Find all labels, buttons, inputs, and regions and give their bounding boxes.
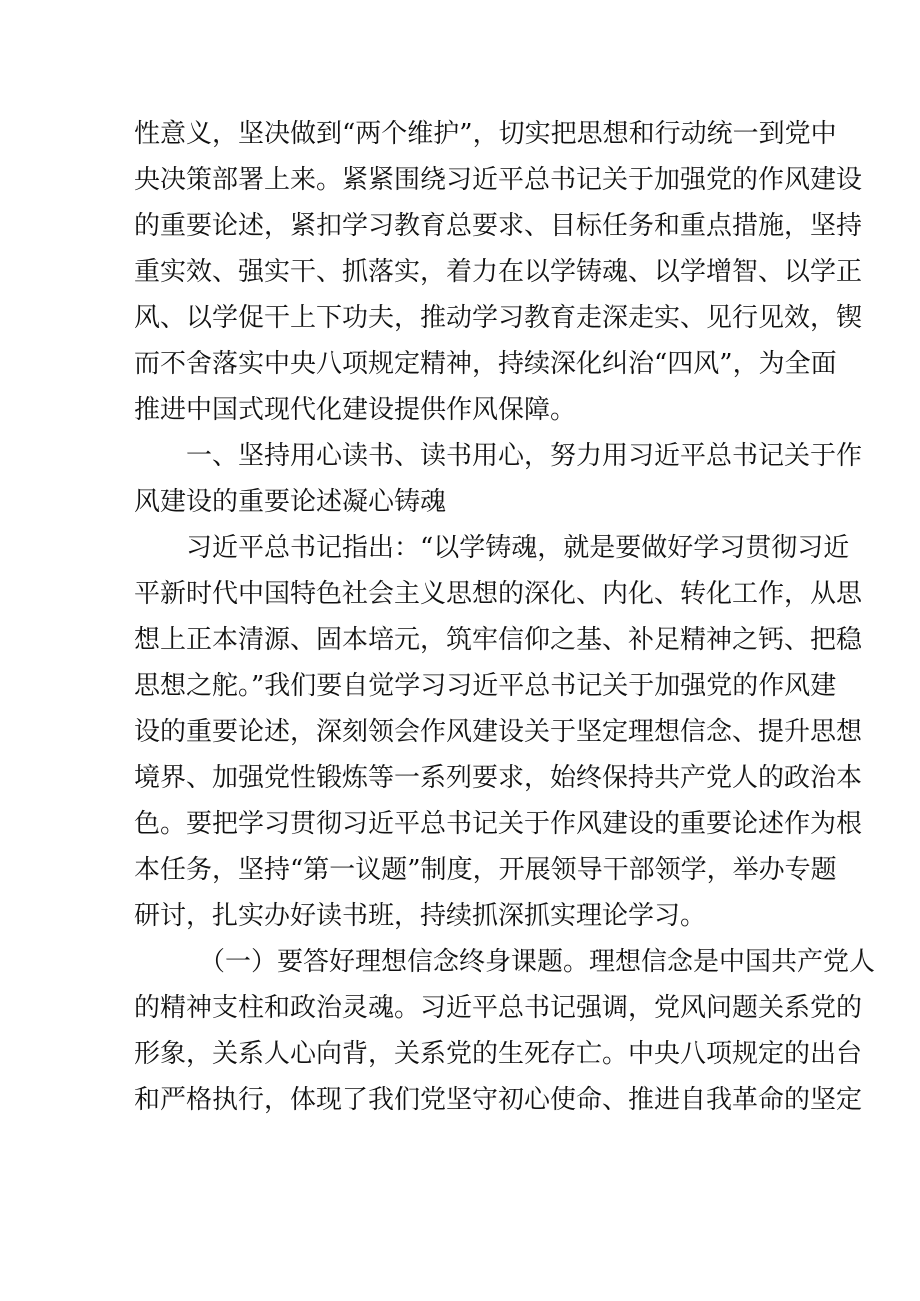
text-line: 本任务，坚持“第一议题”制度，开展领导干部领学，举办专题 <box>134 855 837 885</box>
text-line: 重实效、强实干、抓落实，着力在以学铸魂、以学增智、以学正 <box>134 257 863 287</box>
text-line: 推进中国式现代化建设提供作风保障。 <box>134 395 577 425</box>
text-line: 的精神支柱和政治灵魂。习近平总书记强调，党风问题关系党的 <box>134 993 863 1023</box>
text-line: 形象，关系人心向背，关系党的生死存亡。中央八项规定的出台 <box>134 1039 863 1069</box>
text-line: 性意义，坚决做到“两个维护”，切实把思想和行动统一到党中 <box>134 119 837 149</box>
text-line: 思想之舵。”我们要自觉学习习近平总书记关于加强党的作风建 <box>134 671 837 701</box>
text-line: 和严格执行，体现了我们党坚守初心使命、推进自我革命的坚定 <box>134 1085 863 1115</box>
text-line: 风、以学促干上下功夫，推动学习教育走深走实、见行见效，锲 <box>134 303 863 333</box>
text-line: 平新时代中国特色社会主义思想的深化、内化、转化工作，从思 <box>134 579 863 609</box>
text-line: 习近平总书记指出：“以学铸魂，就是要做好学习贯彻习近 <box>134 533 850 563</box>
text-line: 央决策部署上来。紧紧围绕习近平总书记关于加强党的作风建设 <box>134 165 863 195</box>
document-body <box>134 111 876 1123</box>
text-line: 的重要论述，紧扣学习教育总要求、目标任务和重点措施，坚持 <box>134 211 863 241</box>
text-line: 研讨，扎实办好读书班，持续抓深抓实理论学习。 <box>134 901 707 931</box>
section-heading-line: 一、坚持用心读书、读书用心，努力用习近平总书记关于作 <box>134 441 863 471</box>
text-line: 境界、加强党性锻炼等一系列要求，始终保持共产党人的政治本 <box>134 763 863 793</box>
subsection-heading-line: （一）要答好理想信念终身课题。理想信念是中国共产党人 <box>134 947 876 977</box>
section-heading-line: 风建设的重要论述凝心铸魂 <box>134 487 447 517</box>
text-line: 想上正本清源、固本培元，筑牢信仰之基、补足精神之钙、把稳 <box>134 625 863 655</box>
text-line: 设的重要论述，深刻领会作风建设关于坚定理想信念、提升思想 <box>134 717 863 747</box>
text-line: 而不舍落实中央八项规定精神，持续深化纠治“四风”，为全面 <box>134 349 837 379</box>
text-line: 色。要把学习贯彻习近平总书记关于作风建设的重要论述作为根 <box>134 809 863 839</box>
